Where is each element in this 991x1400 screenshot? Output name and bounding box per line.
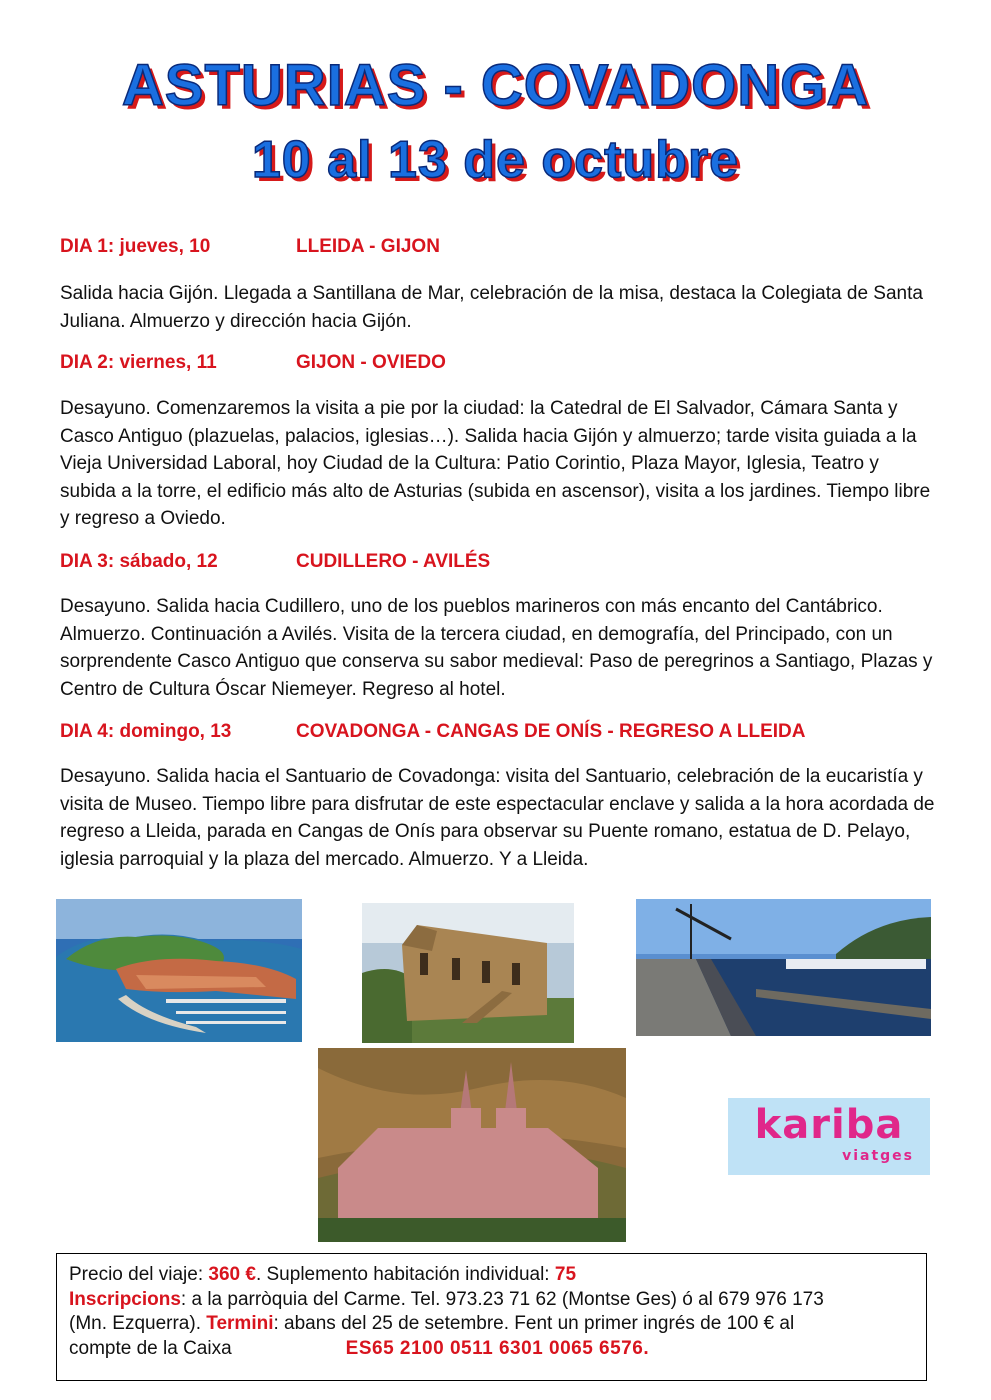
price-line (69, 1263, 914, 1288)
day-4-text: Desayuno. Salida hacia el Santuario de Covadonga: visita del Santuario, celebración de la eucaristía y visita de Museo. Tiempo libre para disfrutar de este espectacular enclave y salida a la hora acordada de regreso a Lleida, parada en Cangas de Onís para observar su Puente romano, estatua de D. Pelayo, iglesia parroquial y la plaza del mercado. Almuerzo. Y a Lleida. (60, 766, 935, 870)
term-label: Termini (206, 1313, 274, 1334)
term-prefix: (Mn. Ezquerra). (69, 1313, 207, 1334)
photo-naranco-church (362, 903, 574, 1043)
day-2-date: DIA 2: viernes, 11 (60, 352, 217, 373)
day-2-heading (60, 352, 446, 374)
logo-brand: kariba (754, 1102, 904, 1148)
day-1-heading (60, 236, 440, 258)
photo-gijon-aerial (56, 899, 302, 1042)
price-value: 360 € (208, 1264, 256, 1285)
photo-aviles-marina (636, 899, 931, 1036)
term-text: : abans del 25 de setembre. Fent un primer ingrés de 100 € al (273, 1313, 795, 1334)
photo-covadonga-basilica (318, 1048, 626, 1242)
kariba-viatges-logo (728, 1098, 930, 1175)
account-text: compte de la Caixa (69, 1337, 232, 1359)
day-3-text: Desayuno. Salida hacia Cudillero, uno de los pueblos marineros con más encanto del Cantábrico. Almuerzo. Continuación a Avilés. Visita de la tercera ciudad, en demografía, del Principado, con un sorprendente Casco Antiguo que conserva su sabor medieval: Paso de peregrinos a Santiago, Plazas y Centro de Cultura Óscar Niemeyer. Regreso al hotel. (60, 596, 933, 700)
account-line (69, 1337, 914, 1362)
day-3-date: DIA 3: sábado, 12 (60, 551, 218, 572)
supplement-label: . Suplemento habitación individual: (255, 1264, 555, 1285)
inscriptions-text: : a la parròquia del Carme. Tel. 973.23 71 62 (Montse Ges) ó al 679 976 173 (180, 1288, 824, 1310)
logo-subtitle: viatges (842, 1148, 914, 1164)
supplement-value: 75 (554, 1264, 577, 1285)
day-4-date: DIA 4: domingo, 13 (60, 721, 232, 742)
day-2-route: GIJON - OVIEDO (296, 352, 446, 373)
day-1-route: LLEIDA - GIJON (296, 236, 440, 257)
title-line-2: 10 al 13 de octubre (251, 131, 740, 189)
title-line-1: ASTURIAS - COVADONGA (121, 53, 870, 118)
day-3-route: CUDILLERO - AVILÉS (296, 551, 491, 572)
day-3-heading (60, 551, 490, 573)
day-4-heading (60, 721, 806, 743)
day-1-text: Salida hacia Gijón. Llegada a Santillana de Mar, celebración de la misa, destaca la Colegiata de Santa Juliana. Almuerzo y dirección hacia Gijón. (60, 283, 923, 332)
day-4-route: COVADONGA - CANGAS DE ONÍS - REGRESO A LLEIDA (296, 721, 806, 742)
day-1-date: DIA 1: jueves, 10 (60, 236, 211, 257)
price-info-box (56, 1253, 927, 1381)
iban-value: ES65 2100 0511 6301 0065 6576. (345, 1337, 650, 1359)
term-line (69, 1312, 914, 1337)
inscriptions-line (69, 1288, 914, 1313)
day-2-text: Desayuno. Comenzaremos la visita a pie por la ciudad: la Catedral de El Salvador, Cámara Santa y Casco Antiguo (plazuelas, palacios, iglesias…). Salida hacia Gijón y almuerzo; tarde visita guiada a la Vieja Universidad Laboral, hoy Ciudad de la Cultura: Patio Corintio, Plaza Mayor, Iglesia, Teatro y subida a la torre, el edificio más alto de Asturias (subida en ascensor), visita a los jardines. Tiempo libre y regreso a Oviedo. (60, 398, 931, 529)
price-label: Precio del viaje: (69, 1264, 209, 1285)
inscriptions-label: Inscripcions (69, 1288, 181, 1310)
